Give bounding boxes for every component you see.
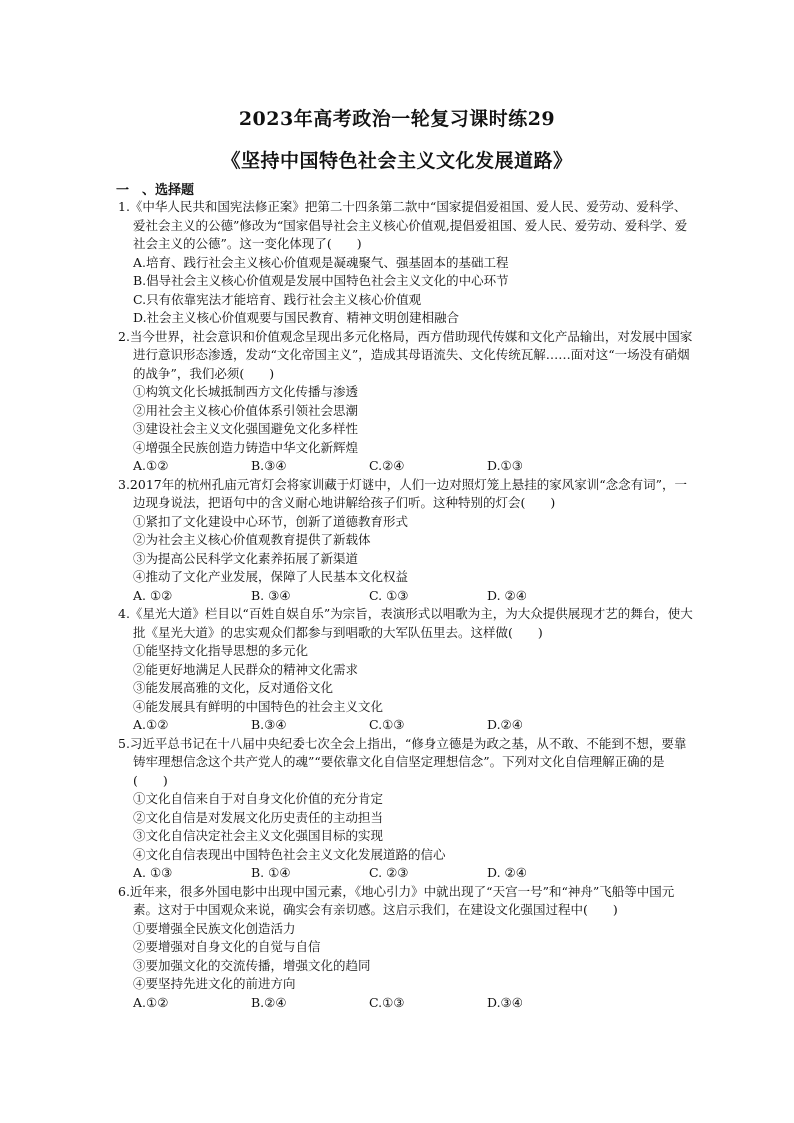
answer-choices	[118, 587, 698, 606]
answer-choice: B. ③④	[251, 587, 291, 603]
statement: ③文化自信决定社会主义文化强国目标的实现	[133, 828, 384, 843]
answer-choice: C.②④	[369, 458, 405, 473]
question-5	[118, 735, 698, 883]
answer-choice: B. ①④	[251, 865, 291, 880]
statement: ①要增强全民族文化创造活力	[133, 920, 296, 936]
question-1	[118, 198, 698, 328]
answer-choices	[118, 716, 698, 735]
answer-choice: A. ①③	[133, 865, 173, 880]
option: C.只有依靠宪法才能培育、践行社会主义核心价值观	[133, 291, 422, 307]
statement: ②为社会主义核心价值观教育提供了新载体	[133, 532, 371, 547]
statement: ④能发展具有鲜明的中国特色的社会主义文化	[133, 698, 384, 714]
statement: ②能更好地满足人民群众的精神文化需求	[133, 661, 359, 677]
section-heading: 一 、选择题	[116, 183, 195, 198]
statement: ①紧扣了文化建设中心环节，创新了道德教育形式	[133, 513, 409, 529]
statement: ②要增强对自身文化的自觉与自信	[133, 939, 321, 954]
page-title: 2023年高考政治一轮复习课时练29	[238, 108, 556, 130]
question-6	[118, 883, 698, 1013]
statement: ①能坚持文化指导思想的多元化	[133, 643, 309, 658]
statement: ③要加强文化的交流传播，增强文化的趋同	[133, 957, 371, 973]
answer-choice: C.①③	[369, 994, 405, 1010]
question-stem: 3.2017年的杭州孔庙元宵灯会将家训藏于灯谜中，人们一边对照灯笼上悬挂的家风家训“念念有词”，一边现身说法，把语句中的含义耐心地讲解给孩子们听。这种特别的灯会( )	[118, 476, 688, 510]
question-4	[118, 605, 698, 735]
option: D.社会主义核心价值观要与国民教育、精神文明创建相融合	[133, 310, 460, 325]
answer-choice: C. ①③	[369, 587, 409, 603]
statement: ④增强全民族创造力铸造中华文化新辉煌	[133, 439, 359, 455]
statement: ①构筑文化长城抵制西方文化传播与渗透	[133, 384, 359, 399]
statement: ②用社会主义核心价值体系引领社会思潮	[133, 402, 359, 418]
statement: ③为提高公民科学文化素养拓展了新渠道	[133, 550, 359, 566]
option: B.倡导社会主义核心价值观是发展中国特色社会主义文化的中心环节	[133, 273, 509, 288]
page-subtitle: 《坚持中国特色社会主义文化发展道路》	[221, 150, 573, 172]
answer-choices	[118, 457, 698, 476]
statement: ④文化自信表现出中国特色社会主义文化发展道路的信心	[133, 846, 446, 862]
answer-choice: D.③④	[487, 994, 523, 1010]
statement: ③能发展高雅的文化，反对通俗文化	[133, 680, 334, 695]
answer-choice: A.①②	[133, 458, 169, 473]
answer-choice: A.①②	[133, 994, 169, 1010]
answer-choice: C. ②③	[369, 865, 409, 880]
statement: ③建设社会主义文化强国避免文化多样性	[133, 421, 359, 436]
question-2	[118, 328, 698, 476]
question-stem: 2.当今世界，社会意识和价值观念呈现出多元化格局，西方借助现代传媒和文化产品输出，对发展中国家进行意识形态渗透，发动“文化帝国主义”，造成其母语流失、文化传统瓦解……面对这“一场没有硝烟的战争”，我们必须( )	[118, 328, 693, 381]
answer-choice: B.③④	[251, 717, 287, 732]
answer-choice: A.①②	[133, 717, 169, 732]
answer-choice: D.①③	[487, 458, 523, 473]
answer-choice: D. ②④	[487, 587, 527, 603]
option: A.培育、践行社会主义核心价值观是凝魂聚气、强基固本的基础工程	[133, 254, 509, 270]
question-stem: 5.习近平总书记在十八届中央纪委七次全会上指出，“修身立德是为政之基，从不敢、不能到不想，要靠铸牢理想信念这个共产党人的魂”“要依靠文化自信坚定理想信念”。下列对文化自信理解正确的是( )	[118, 735, 687, 788]
statement: ②文化自信是对发展文化历史责任的主动担当	[133, 809, 384, 825]
question-stem: 6.近年来，很多外国电影中出现中国元素，《地心引力》中就出现了“天宫一号”和“神舟”飞船等中国元素。这对于中国观众来说，确实会有亲切感。这启示我们，在建设文化强国过程中( )	[118, 883, 675, 917]
question-stem: 4.《星光大道》栏目以“百姓自娱自乐”为宗旨，表演形式以唱歌为主，为大众提供展现才艺的舞台，使大批《星光大道》的忠实观众们都参与到唱歌的大军队伍里去。这样做( )	[118, 606, 693, 640]
answer-choices	[118, 864, 698, 883]
answer-choices	[118, 994, 698, 1013]
statement: ①文化自信来自于对自身文化价值的充分肯定	[133, 791, 384, 806]
answer-choice: B.③④	[251, 458, 287, 473]
statement: ④要坚持先进文化的前进方向	[133, 976, 296, 991]
question-3	[118, 476, 698, 606]
answer-choice: B.②④	[251, 994, 287, 1010]
answer-choice: D.②④	[487, 717, 523, 732]
answer-choice: A. ①②	[133, 587, 173, 603]
answer-choice: C.①③	[369, 717, 405, 732]
answer-choice: D. ②④	[487, 865, 527, 880]
question-list	[118, 198, 698, 1012]
statement: ④推动了文化产业发展，保障了人民基本文化权益	[133, 569, 409, 584]
question-stem: 1.《中华人民共和国宪法修正案》把第二十四条第二款中“国家提倡爱祖国、爱人民、爱劳动、爱科学、爱社会主义的公德”修改为“国家倡导社会主义核心价值观,提倡爱祖国、爱人民、爱劳动、爱科学、爱社会主义的公德”。这一变化体现了( )	[118, 199, 688, 251]
